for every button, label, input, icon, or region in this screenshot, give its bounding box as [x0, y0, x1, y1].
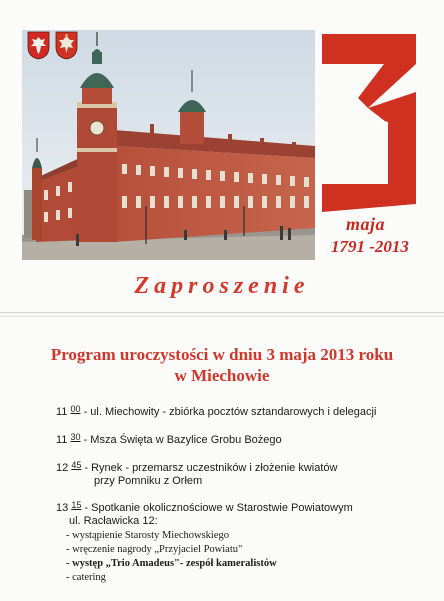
agenda-time: 11 $^{00}$	[56, 404, 81, 418]
agenda-item	[56, 500, 353, 514]
program-heading-line1: Program uroczystości w dniu 3 maja 2013 roku	[50, 345, 394, 364]
white-eagle-crest-icon	[27, 31, 50, 60]
invitation-title: Zaproszenie	[134, 273, 310, 299]
agenda-text: - Rynek - przemarsz uczestników i złożenie kwiatów	[84, 462, 338, 474]
agenda-item	[56, 460, 337, 474]
agenda-text: - Spotkanie okolicznościowe w Starostwie Powiatowym	[84, 502, 353, 514]
agenda-continuation: ul. Racławicka 12:	[69, 515, 158, 527]
logo-word: maja	[346, 214, 386, 234]
town-crest-icon	[55, 31, 78, 60]
agenda-item	[56, 432, 282, 446]
agenda-time: 11 $^{30}$	[56, 432, 81, 446]
program-heading-line2: w Miechowie	[174, 366, 270, 385]
anniversary-logo	[322, 34, 416, 212]
agenda-subitem: - catering	[66, 572, 106, 583]
agenda-item	[56, 404, 376, 418]
agenda-time: 13 $^{15}$	[56, 500, 82, 514]
crests	[27, 31, 78, 60]
agenda-subitem: - wystąpienie Starosty Miechowskiego	[66, 530, 230, 541]
castle-photo	[22, 30, 315, 260]
agenda-continuation: przy Pomniku z Orłem	[94, 475, 203, 487]
agenda-time: 12 $^{45}$	[56, 460, 82, 474]
program-heading	[0, 344, 444, 386]
agenda-text: - ul. Miechowity - zbiórka pocztów sztandarowych i delegacji	[83, 406, 377, 418]
logo-years: 1791 -2013	[331, 237, 409, 256]
agenda-subitem: - wręczenie nagrody „Przyjaciel Powiatu"	[66, 544, 243, 555]
agenda-subitem-highlight: - występ „Trio Amadeus"- zespół kameralistów	[66, 558, 277, 569]
agenda-text: - Msza Święta w Bazylice Grobu Bożego	[83, 434, 282, 446]
